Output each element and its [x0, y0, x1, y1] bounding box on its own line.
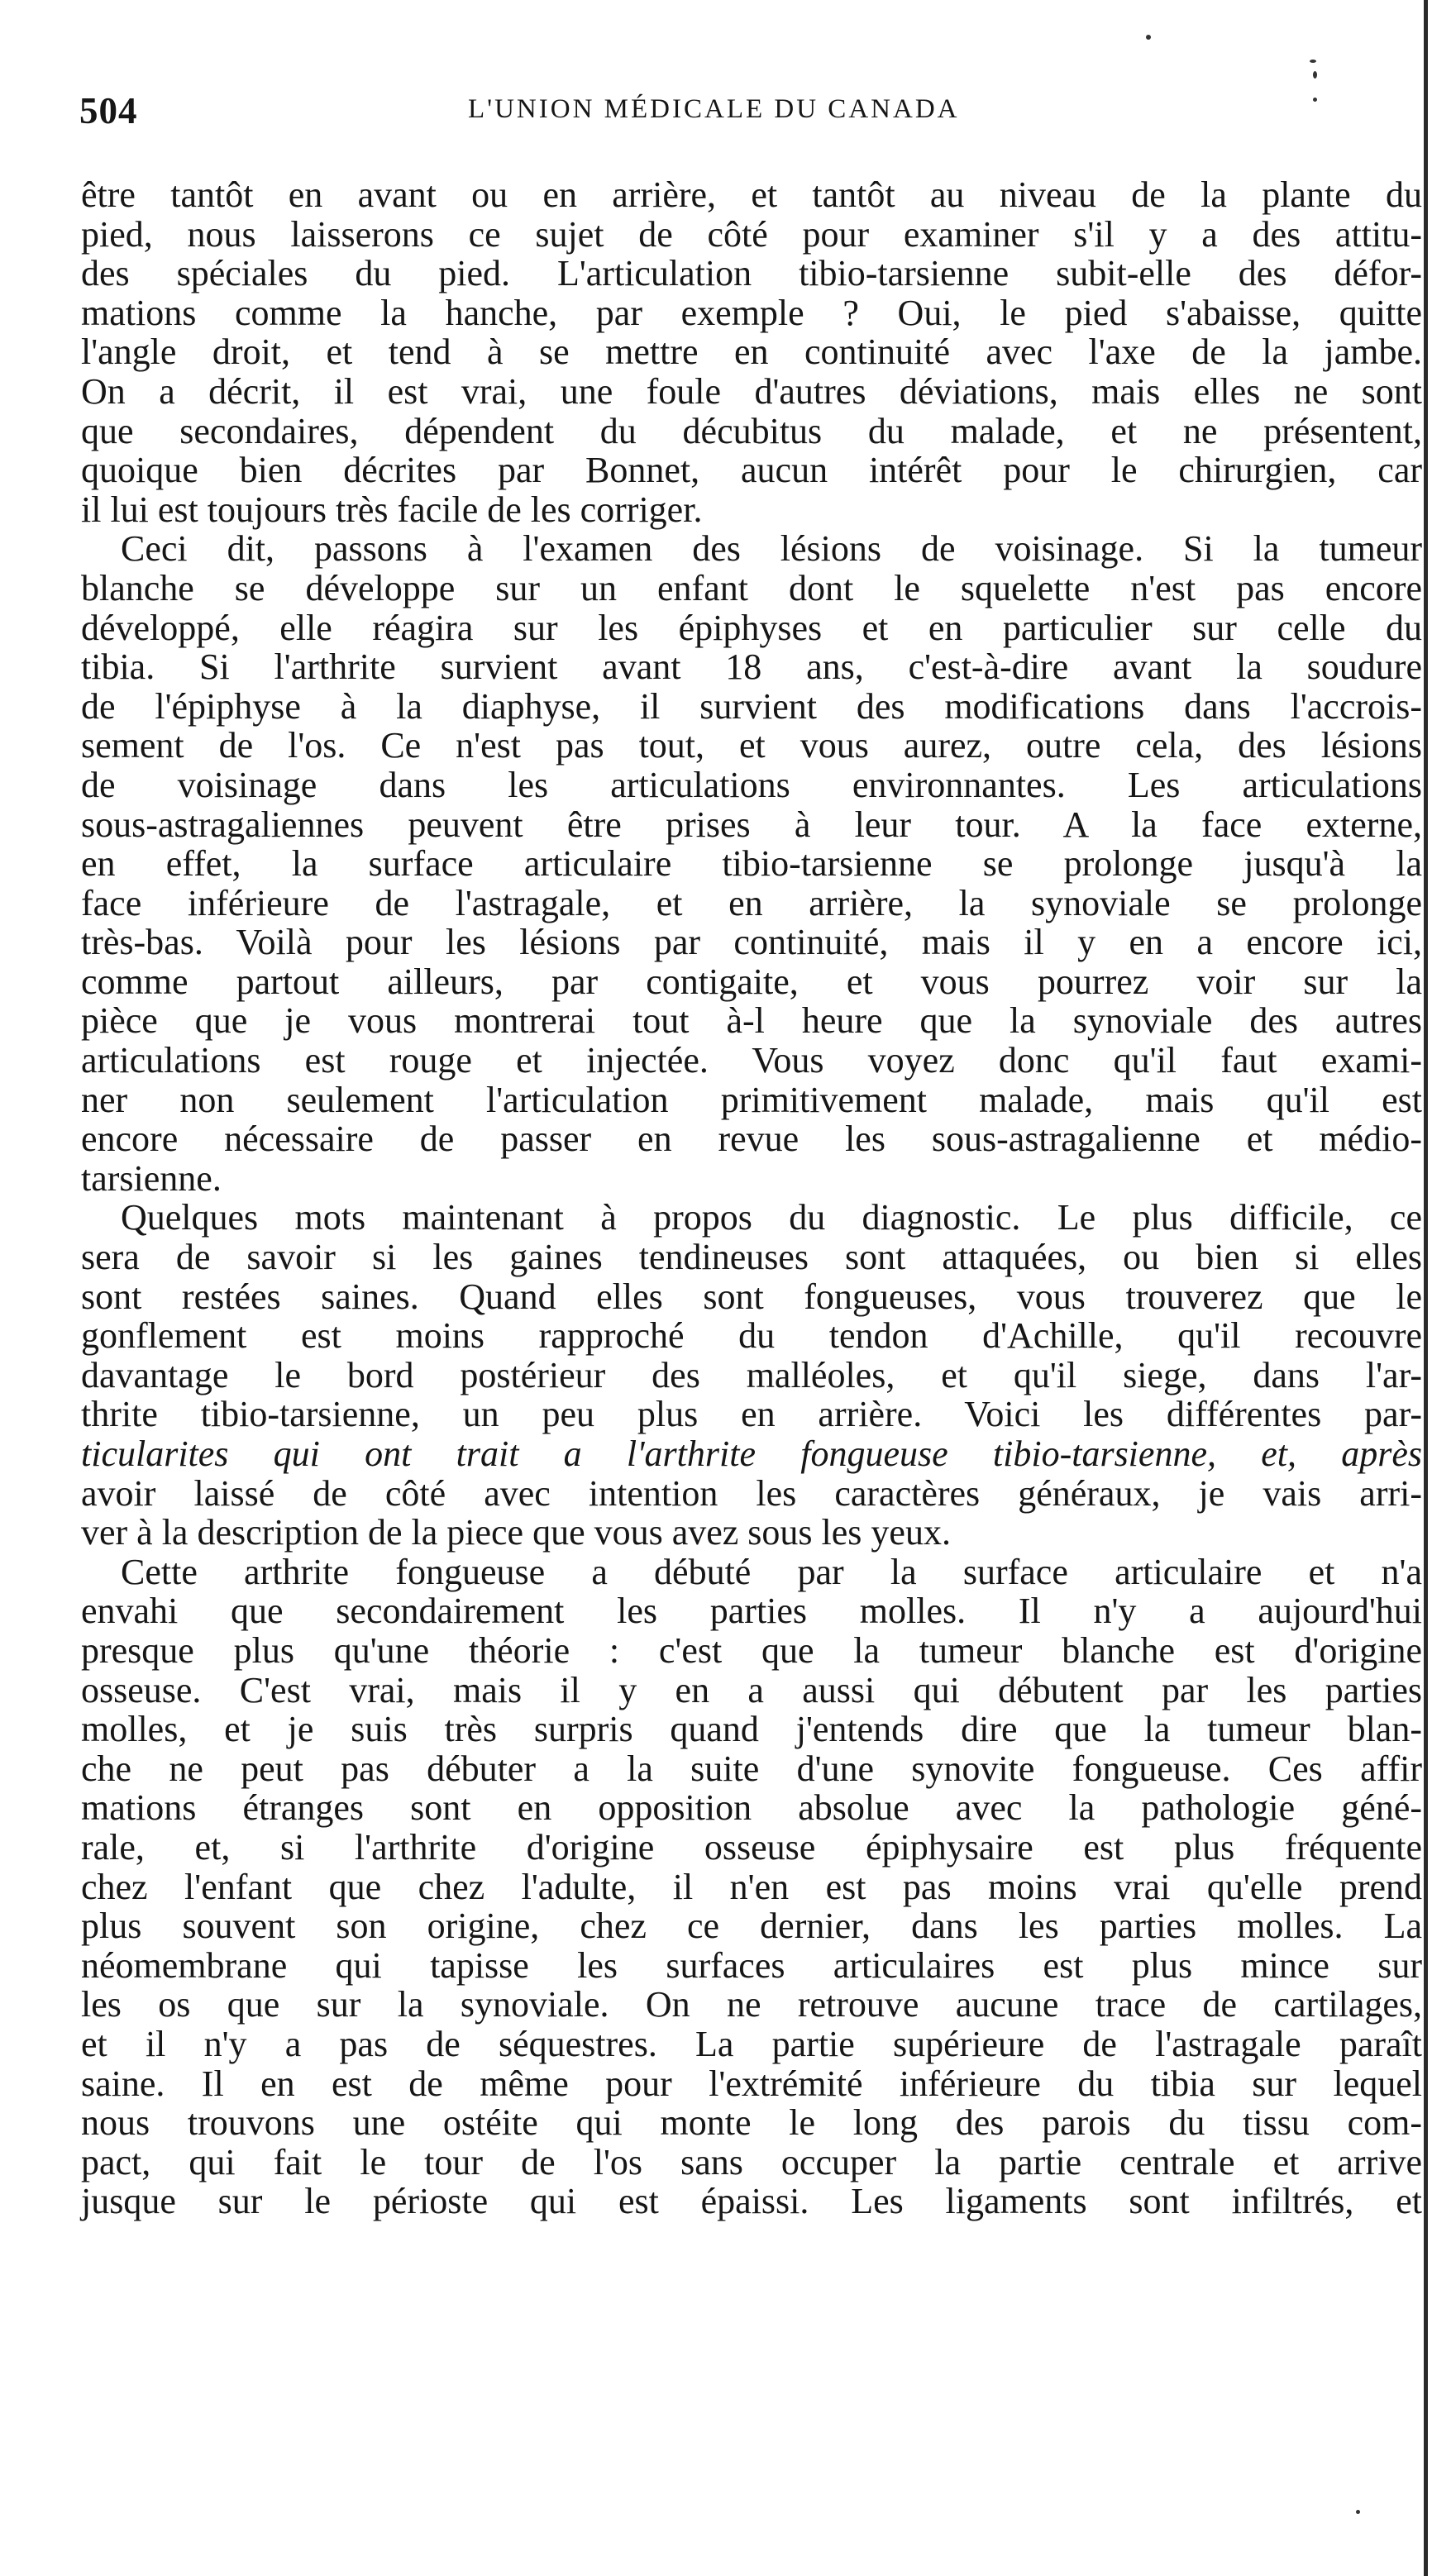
ink-speck — [1146, 35, 1151, 40]
text-line: développé, elle réagira sur les épiphyses et en particulier sur celle du — [81, 607, 1422, 648]
text-line: ver à la description de la piece que vous avez sous les yeux. — [81, 1512, 951, 1553]
paragraph — [81, 1553, 1422, 2221]
ink-speck — [1356, 2510, 1360, 2514]
text-line: davantage le bord postérieur des malléoles, et qu'il siege, dans l'ar- — [81, 1354, 1422, 1395]
text-line: et il n'y a pas de séquestres. La partie supérieure de l'astragale paraît — [81, 2023, 1422, 2064]
text-line: ticularites qui ont trait a l'arthrite fongueuse tibio-tarsienne, et, après — [81, 1433, 1422, 1474]
text-line: pièce que je vous montrerai tout à-l heure que la synoviale des autres — [81, 1000, 1422, 1042]
text-line: il lui est toujours très facile de les corriger. — [81, 489, 703, 530]
text-line: Quelques mots maintenant à propos du diagnostic. Le plus difficile, ce — [121, 1197, 1422, 1238]
text-line: blanche se développe sur un enfant dont le squelette n'est pas encore — [81, 567, 1422, 608]
text-line: mations étranges sont en opposition absolue avec la pathologie géné- — [81, 1787, 1422, 1829]
text-line: les os que sur la synoviale. On ne retrouve aucune trace de cartilages, — [81, 1984, 1422, 2025]
text-line: être tantôt en avant ou en arrière, et tantôt au niveau de la plante du — [81, 174, 1422, 215]
text-line: très-bas. Voilà pour les lésions par continuité, mais il y en a encore ici, — [81, 922, 1422, 963]
article-body — [81, 175, 1422, 2221]
text-line: molles, et je suis très surpris quand j'entends dire que la tumeur blan- — [81, 1709, 1422, 1750]
text-line: nous trouvons une ostéite qui monte le long des parois du tissu com- — [81, 2102, 1422, 2144]
text-line: sont restées saines. Quand elles sont fongueuses, vous trouverez que le — [81, 1276, 1422, 1317]
paragraph — [81, 175, 1422, 529]
text-line: tibia. Si l'arthrite survient avant 18 ans, c'est-à-dire avant la soudure — [81, 646, 1422, 688]
text-line: mations comme la hanche, par exemple ? Oui, le pied s'abaisse, quitte — [81, 292, 1422, 333]
ink-speck — [1313, 71, 1317, 79]
text-line: tarsienne. — [81, 1157, 222, 1199]
running-head — [79, 89, 1369, 136]
text-line: articulations est rouge et injectée. Vous voyez donc qu'il faut exami- — [81, 1040, 1422, 1081]
paragraph — [81, 1198, 1422, 1552]
text-line: que secondaires, dépendent du décubitus du malade, et ne présentent, — [81, 410, 1422, 451]
text-line: avoir laissé de côté avec intention les caractères généraux, je vais arri- — [81, 1472, 1422, 1514]
text-line: jusque sur le périoste qui est épaissi. Les ligaments sont infiltrés, et — [81, 2181, 1422, 2222]
text-line: rale, et, si l'arthrite d'origine osseuse épiphysaire est plus fréquente — [81, 1826, 1422, 1868]
text-line: de voisinage dans les articulations environnantes. Les articulations — [81, 764, 1422, 805]
text-line: face inférieure de l'astragale, et en arrière, la synoviale se prolonge — [81, 882, 1422, 923]
text-line: l'angle droit, et tend à se mettre en continuité avec l'axe de la jambe. — [81, 332, 1422, 373]
text-line: Cette arthrite fongueuse a débuté par la surface articulaire et n'a — [121, 1551, 1422, 1592]
text-line: sera de savoir si les gaines tendineuses sont attaquées, ou bien si elles — [81, 1237, 1422, 1278]
text-line: néomembrane qui tapisse les surfaces articulaires est plus mince sur — [81, 1944, 1422, 1986]
text-line: che ne peut pas débuter a la suite d'une synovite fongueuse. Ces affir — [81, 1748, 1422, 1789]
text-line: des spéciales du pied. L'articulation tibio-tarsienne subit-elle des défor- — [81, 253, 1422, 294]
text-line: presque plus qu'une théorie : c'est que la tumeur blanche est d'origine — [81, 1629, 1422, 1671]
text-line: comme partout ailleurs, par contigaite, et vous pourrez voir sur la — [81, 961, 1422, 1002]
text-line: saine. Il en est de même pour l'extrémité inférieure du tibia sur lequel — [81, 2063, 1422, 2104]
text-line: pact, qui fait le tour de l'os sans occuper la partie centrale et arrive — [81, 2141, 1422, 2182]
text-line: Ceci dit, passons à l'examen des lésions de voisinage. Si la tumeur — [121, 528, 1422, 570]
page-edge-rule — [1424, 0, 1428, 2576]
text-line: osseuse. C'est vrai, mais il y en a aussi qui débutent par les parties — [81, 1669, 1422, 1710]
text-line: ner non seulement l'articulation primitivement malade, mais qu'il est — [81, 1079, 1422, 1120]
text-line: sement de l'os. Ce n'est pas tout, et vous aurez, outre cela, des lésions — [81, 725, 1422, 766]
journal-title: L'UNION MÉDICALE DU CANADA — [468, 94, 960, 124]
text-line: On a décrit, il est vrai, une foule d'autres déviations, mais elles ne sont — [81, 370, 1422, 412]
text-line: chez l'enfant que chez l'adulte, il n'en est pas moins vrai qu'elle prend — [81, 1866, 1422, 1907]
text-line: thrite tibio-tarsienne, un peu plus en arrière. Voici les différentes par- — [81, 1394, 1422, 1435]
text-line: quoique bien décrites par Bonnet, aucun intérêt pour le chirurgien, car — [81, 450, 1422, 491]
text-line: encore nécessaire de passer en revue les sous-astragalienne et médio- — [81, 1119, 1422, 1160]
text-line: gonflement est moins rapproché du tendon d'Achille, qu'il recouvre — [81, 1315, 1422, 1357]
text-line: de l'épiphyse à la diaphyse, il survient des modifications dans l'accrois- — [81, 685, 1422, 727]
text-line: envahi que secondairement les parties molles. Il n'y a aujourd'hui — [81, 1591, 1422, 1632]
ink-speck — [1310, 60, 1316, 63]
text-line: plus souvent son origine, chez ce dernier, dans les parties molles. La — [81, 1906, 1422, 1947]
paragraph — [81, 529, 1422, 1198]
text-line: sous-astragaliennes peuvent être prises à leur tour. A la face externe, — [81, 804, 1422, 845]
page-number: 504 — [79, 90, 138, 131]
text-line: en effet, la surface articulaire tibio-tarsienne se prolonge jusqu'à la — [81, 843, 1422, 885]
text-line: pied, nous laisserons ce sujet de côté pour examiner s'il y a des attitu- — [81, 213, 1422, 255]
